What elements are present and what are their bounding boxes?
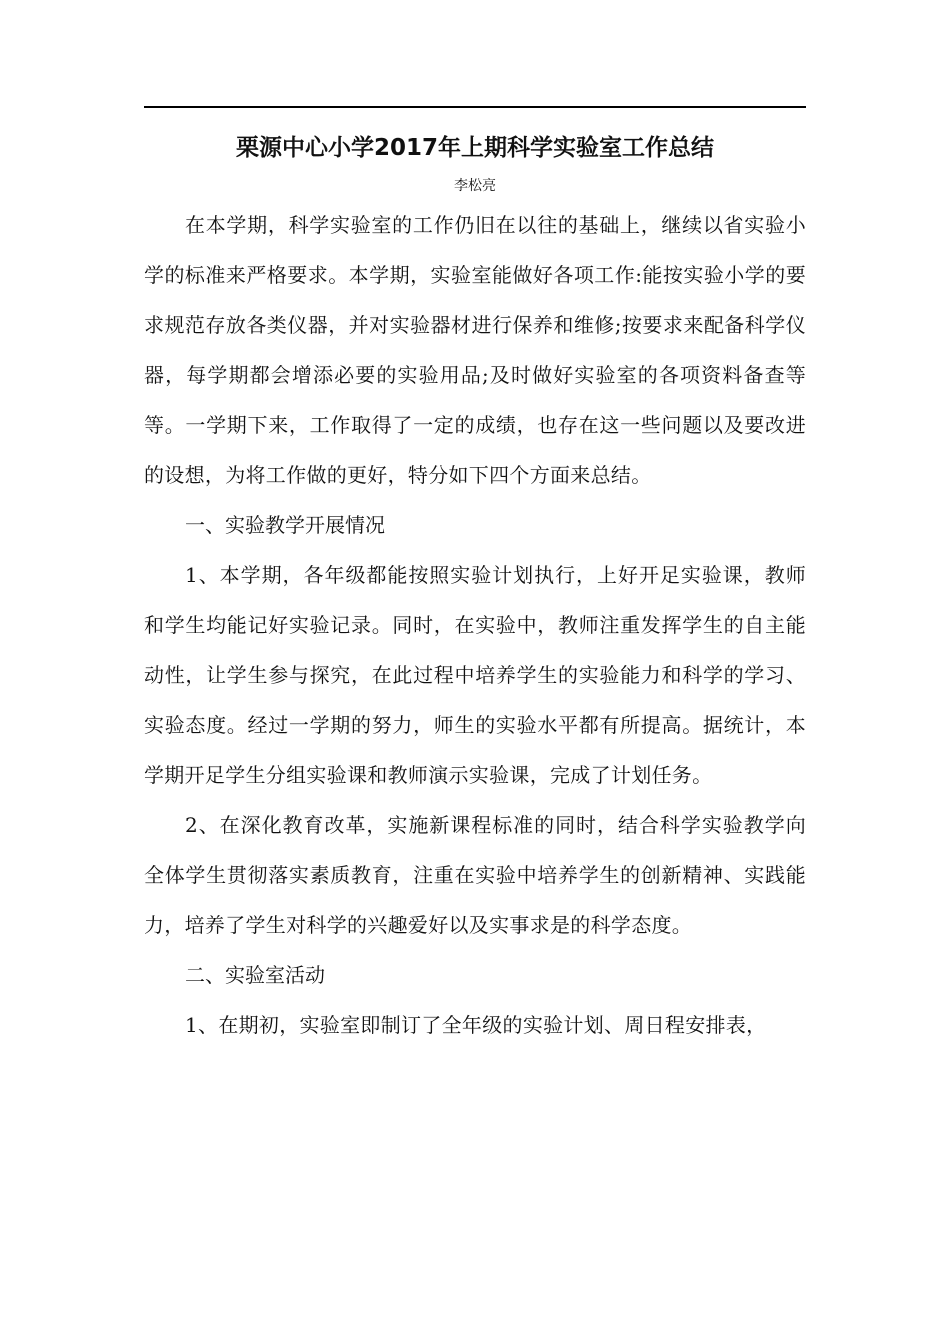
- document-body: [144, 200, 806, 1050]
- section-heading-2: 二、实验室活动: [185, 963, 325, 987]
- section-heading-1: 一、实验教学开展情况: [185, 513, 385, 537]
- document-author: 李松亮: [454, 178, 496, 194]
- document-title: 栗源中心小学2017年上期科学实验室工作总结: [235, 135, 714, 161]
- intro-paragraph: 在本学期，科学实验室的工作仍旧在以往的基础上，继续以省实验小学的标准来严格要求。本学期，实验室能做好各项工作:能按实验小学的要求规范存放各类仪器，并对实验器材进行保养和维修;按要求来配备科学仪器，每学期都会增添必要的实验用品;及时做好实验室的各项资料备查等等。一学期下来，工作取得了一定的成绩，也存在这一些问题以及要改进的设想，为将工作做的更好，特分如下四个方面来总结。: [144, 213, 806, 487]
- header-rule: [144, 106, 806, 108]
- section-1-paragraph-2: 2、在深化教育改革，实施新课程标准的同时，结合科学实验教学向全体学生贯彻落实素质教育，注重在实验中培养学生的创新精神、实践能力，培养了学生对科学的兴趣爱好以及实事求是的科学态度。: [144, 813, 806, 937]
- section-2-paragraph-1: 1、在期初，实验室即制订了全年级的实验计划、周日程安排表，: [185, 1013, 767, 1037]
- section-1-paragraph-1: 1、本学期，各年级都能按照实验计划执行，上好开足实验课，教师和学生均能记好实验记录。同时，在实验中，教师注重发挥学生的自主能动性，让学生参与探究，在此过程中培养学生的实验能力和科学的学习、实验态度。经过一学期的努力，师生的实验水平都有所提高。据统计，本学期开足学生分组实验课和教师演示实验课，完成了计划任务。: [144, 563, 806, 787]
